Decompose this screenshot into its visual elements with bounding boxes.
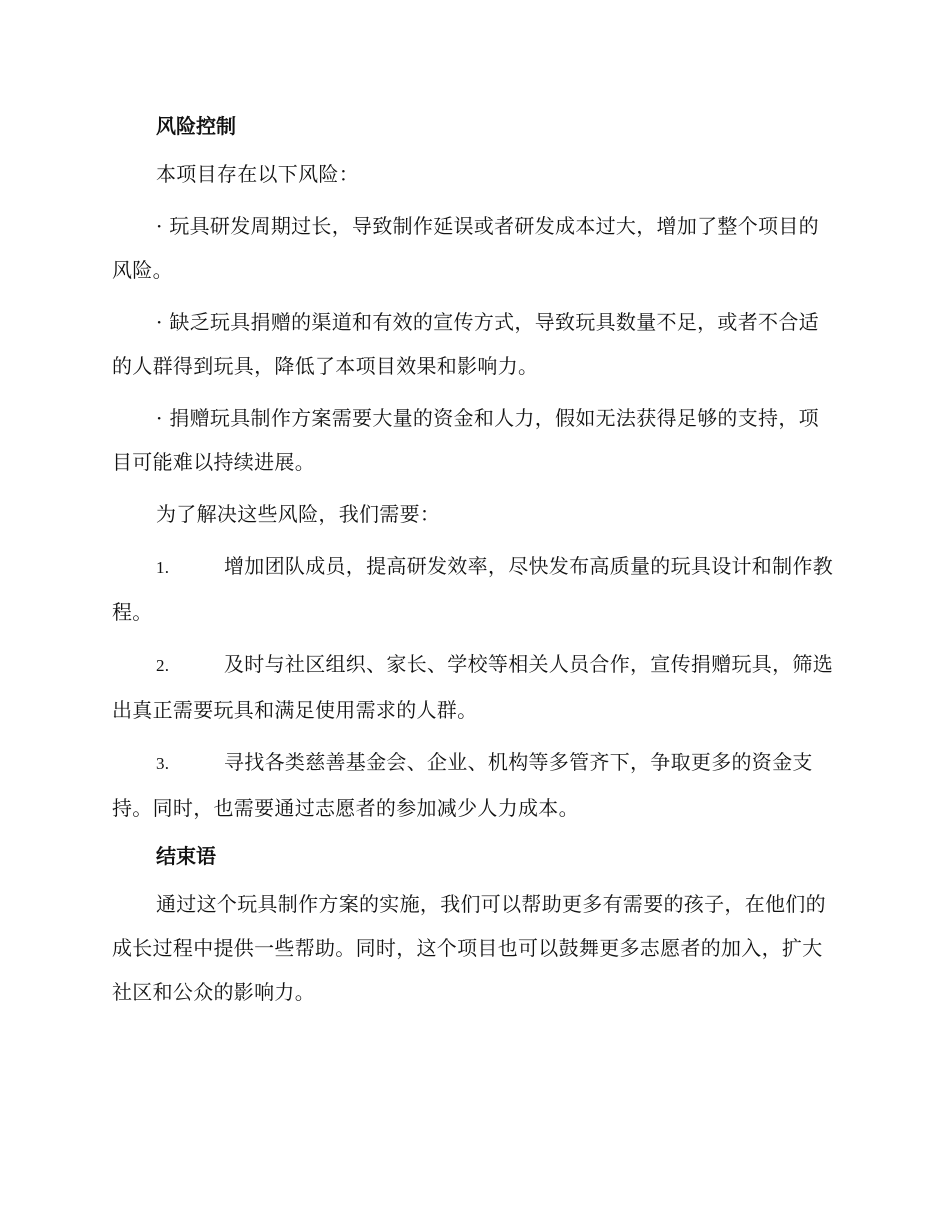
solution-number-2: 2. — [156, 656, 170, 675]
solution-number-3: 3. — [156, 754, 170, 773]
solution-item-3 — [112, 740, 836, 830]
risk-bullet-1: · 玩具研发周期过长，导致制作延误或者研发成本过大，增加了整个项目的风险。 — [112, 214, 819, 282]
solution-text-1: 增加团队成员，提高研发效率，尽快发布高质量的玩具设计和制作教程。 — [112, 554, 833, 624]
section-heading-risk: 风险控制 — [156, 114, 236, 138]
document-page — [112, 104, 836, 1014]
solution-intro: 为了解决这些风险，我们需要： — [156, 502, 441, 526]
risk-bullet-2: · 缺乏玩具捐赠的渠道和有效的宣传方式，导致玩具数量不足，或者不合适的人群得到玩具，降低了本项目效果和影响力。 — [112, 310, 819, 378]
solution-text-3: 寻找各类慈善基金会、企业、机构等多管齐下，争取更多的资金支持。同时，也需要通过志愿者的参加减少人力成本。 — [112, 750, 813, 820]
risk-bullet-3: · 捐赠玩具制作方案需要大量的资金和人力，假如无法获得足够的支持，项目可能难以持续进展。 — [112, 406, 819, 474]
solution-item-2 — [112, 642, 836, 732]
risk-intro: 本项目存在以下风险： — [156, 162, 359, 186]
conclusion-body: 通过这个玩具制作方案的实施，我们可以帮助更多有需要的孩子，在他们的成长过程中提供一些帮助。同时，这个项目也可以鼓舞更多志愿者的加入，扩大社区和公众的影响力。 — [112, 892, 826, 1004]
solution-item-1 — [112, 544, 836, 634]
section-heading-conclusion: 结束语 — [156, 844, 216, 868]
solution-text-2: 及时与社区组织、家长、学校等相关人员合作，宣传捐赠玩具，筛选出真正需要玩具和满足使用需求的人群。 — [112, 652, 833, 722]
solution-number-1: 1. — [156, 558, 170, 577]
